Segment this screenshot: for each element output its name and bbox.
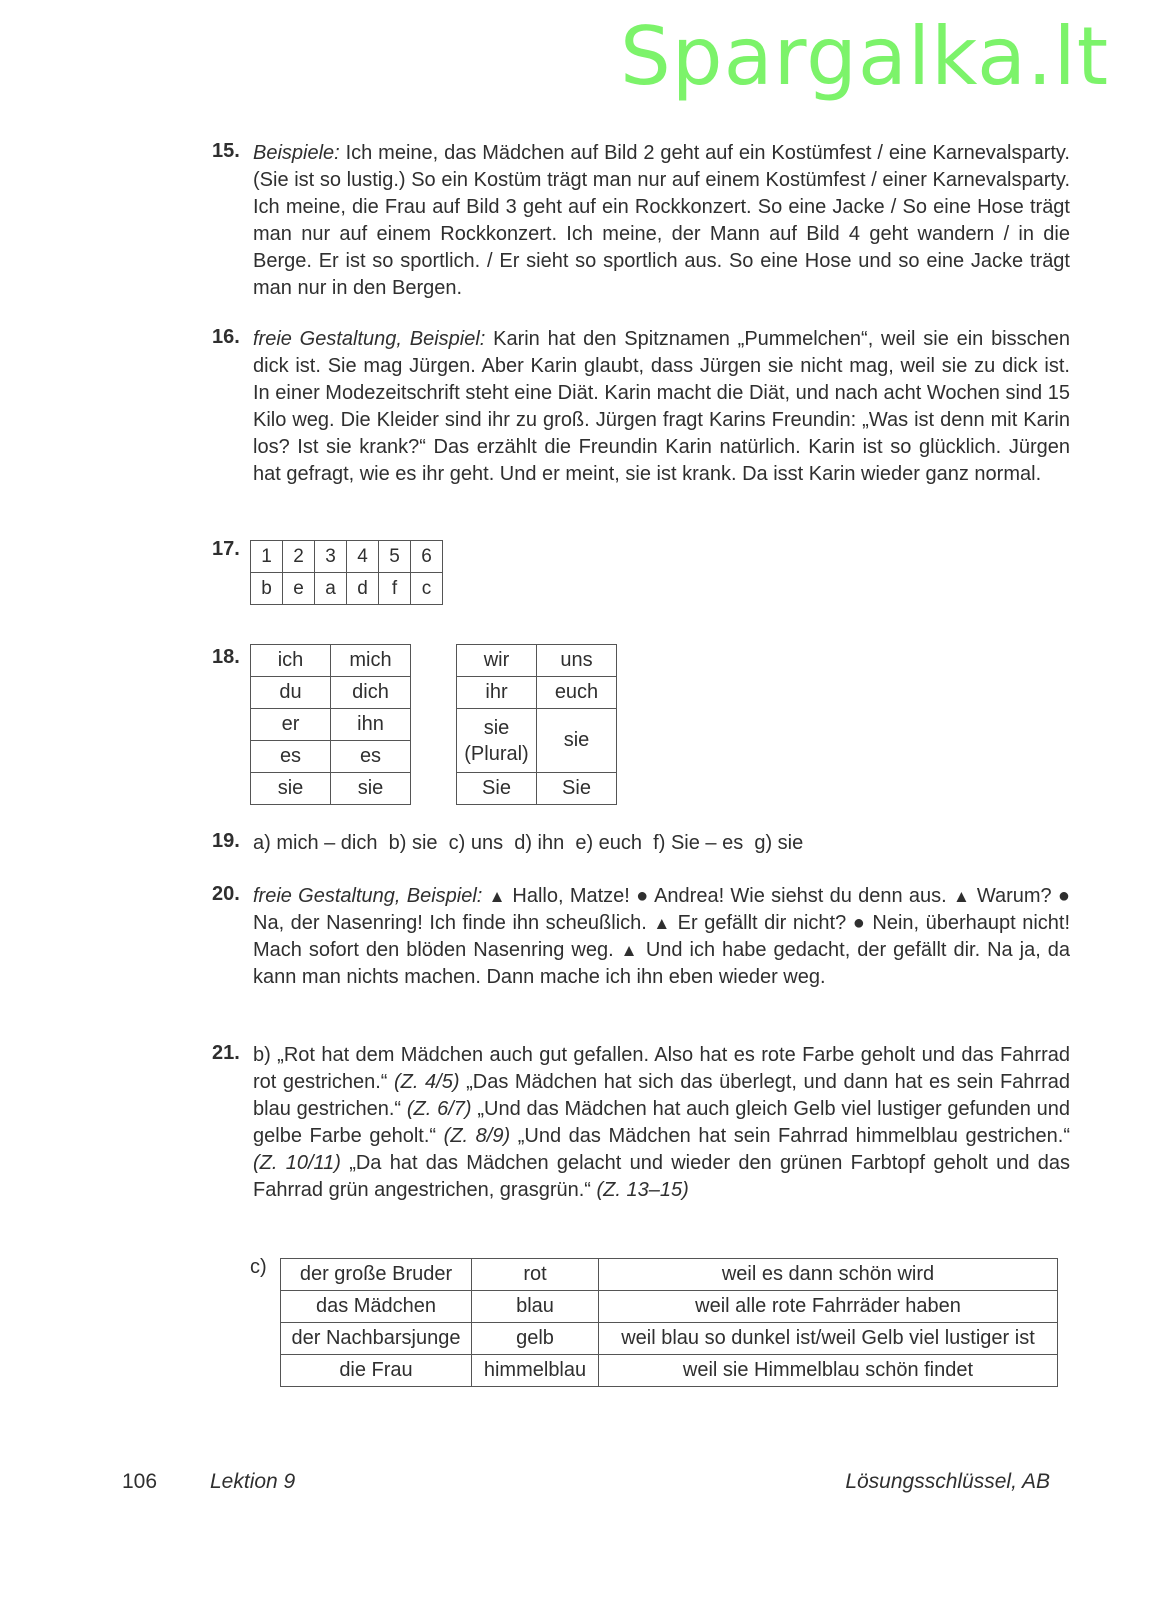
table-cell: uns — [537, 645, 617, 677]
cell-line: sie — [483, 716, 510, 739]
dialog-line: Hallo, Matze! — [506, 885, 637, 907]
table-cell: c — [411, 573, 443, 605]
line-reference: (Z. 10/11) — [253, 1152, 341, 1174]
table-cell: weil es dann schön wird — [599, 1259, 1058, 1291]
table-cell: sie — [331, 773, 411, 805]
table-cell — [457, 709, 537, 773]
color-reason-table — [280, 1258, 1058, 1387]
table-row — [251, 773, 411, 805]
table-cell: du — [251, 677, 331, 709]
table-row — [281, 1355, 1058, 1387]
circle-icon: ● — [636, 885, 649, 907]
exercise-text: a) mich – dich b) sie c) uns d) ihn e) euch f) Sie – es g) sie — [253, 832, 804, 854]
table-cell: Sie — [457, 773, 537, 805]
exercise-number: 19. — [212, 830, 240, 852]
exercise-text: Karin hat den Spitznamen „Pummelchen“, weil sie ein bisschen dick ist. Sie mag Jürgen. Aber Karin glaubt, dass Jürgen sie nicht mag, weil sie zu dick ist. In einer Modezeitschrift steht eine Diät. Karin macht die Diät, und nach acht Wochen sind 15 Kilo weg. Die Kleider sind ihr zu groß. Jürgen fragt Karins Freundin: „Was ist denn mit Karin los? Ist sie krank?“ Das erzählt die Freundin Karin natürlich. Karin ist so glücklich. Jürgen hat gefragt, wie es ihr geht. Und er meint, sie ist krank. Da isst Karin wieder ganz normal. — [253, 328, 1071, 485]
table-cell: sie — [537, 709, 617, 773]
table-cell: die Frau — [281, 1355, 472, 1387]
table-cell: b — [251, 573, 283, 605]
quote: „Das Mädchen hat sich das überlegt, und dann hat es sein Fahrrad blau gestrichen.“ — [253, 1071, 1070, 1120]
dialog-line: Er gefällt dir nicht? — [671, 912, 853, 934]
exercise-20 — [212, 883, 1070, 991]
exercise-number: 15. — [212, 140, 240, 162]
line-reference: (Z. 13–15) — [596, 1179, 689, 1201]
table-cell: 6 — [411, 541, 443, 573]
table-cell: weil sie Himmelblau schön findet — [599, 1355, 1058, 1387]
exercise-number: 17. — [212, 538, 240, 560]
table-cell: es — [331, 741, 411, 773]
table-cell: dich — [331, 677, 411, 709]
matching-table — [250, 540, 443, 605]
table-cell: euch — [537, 677, 617, 709]
table-row — [281, 1259, 1058, 1291]
exercise-lead: freie Gestaltung, Beispiel: — [253, 885, 483, 907]
line-reference: (Z. 4/5) — [394, 1071, 460, 1093]
table-cell: der große Bruder — [281, 1259, 472, 1291]
circle-icon: ● — [1057, 885, 1071, 907]
table-cell: wir — [457, 645, 537, 677]
dialog-line: Andrea! Wie siehst du denn aus. — [648, 885, 953, 907]
quote: „Da hat das Mädchen gelacht und wieder den grünen Farbtopf geholt und das Fahrrad grün angestrichen, grasgrün.“ — [253, 1152, 1070, 1201]
exercise-lead: freie Gestaltung, Beispiel: — [253, 328, 486, 350]
triangle-icon: ▲ — [653, 914, 672, 933]
table-cell: weil blau so dunkel ist/weil Gelb viel lustiger ist — [599, 1323, 1058, 1355]
table-cell: himmelblau — [472, 1355, 599, 1387]
exercise-16 — [212, 326, 1070, 488]
table-cell: ihn — [331, 709, 411, 741]
exercise-21 — [212, 1042, 1070, 1204]
exercise-number: 20. — [212, 883, 240, 905]
table-row — [251, 645, 411, 677]
table-cell: a — [315, 573, 347, 605]
line-reference: (Z. 8/9) — [443, 1125, 511, 1147]
exercise-19 — [212, 830, 1070, 857]
cell-line: (Plural) — [464, 742, 529, 765]
exercise-number: 21. — [212, 1042, 240, 1064]
dialog-line: Warum? — [970, 885, 1058, 907]
table-row — [251, 573, 443, 605]
table-cell: d — [347, 573, 379, 605]
table-cell: rot — [472, 1259, 599, 1291]
table-row — [251, 709, 411, 741]
triangle-icon: ▲ — [488, 887, 507, 906]
table-cell: gelb — [472, 1323, 599, 1355]
table-cell: 5 — [379, 541, 411, 573]
table-cell: 4 — [347, 541, 379, 573]
table-row — [251, 541, 443, 573]
pronoun-table-plural — [456, 644, 617, 805]
table-cell: f — [379, 573, 411, 605]
page-number: 106 — [122, 1470, 158, 1493]
table-row — [281, 1323, 1058, 1355]
quote: „Und das Mädchen hat sein Fahrrad himmelblau gestrichen.“ — [510, 1125, 1070, 1147]
table-row — [251, 741, 411, 773]
table-row — [457, 677, 617, 709]
table-cell: sie — [251, 773, 331, 805]
table-row — [457, 645, 617, 677]
table-cell: ihr — [457, 677, 537, 709]
watermark: Spargalka.lt — [620, 10, 1110, 103]
exercise-number: 16. — [212, 326, 240, 348]
table-row — [281, 1291, 1058, 1323]
circle-icon: ● — [852, 912, 866, 934]
table-row — [251, 677, 411, 709]
lesson-label: Lektion 9 — [210, 1470, 296, 1493]
table-row — [457, 709, 617, 773]
table-cell: der Nachbarsjunge — [281, 1323, 472, 1355]
dialog-line: Nein, überhaupt nicht! Mach sofort den blöden Nasenring weg. — [253, 912, 1071, 961]
table-cell: es — [251, 741, 331, 773]
table-cell: Sie — [537, 773, 617, 805]
quote: b) „Rot hat dem Mädchen auch gut gefallen. Also hat es rote Farbe geholt und das Fahrrad rot gestrichen.“ — [253, 1044, 1070, 1093]
table-cell: mich — [331, 645, 411, 677]
triangle-icon: ▲ — [953, 887, 971, 906]
table-cell: er — [251, 709, 331, 741]
table-cell: 2 — [283, 541, 315, 573]
exercise-15 — [212, 140, 1070, 302]
book-section-title: Lösungsschlüssel, AB — [845, 1470, 1050, 1493]
exercise-number: 18. — [212, 646, 240, 668]
dialog-line: Na, der Nasenring! Ich finde ihn scheußlich. — [253, 912, 654, 934]
table-cell: das Mädchen — [281, 1291, 472, 1323]
dialog-line: Und ich habe gedacht, der gefällt dir. Na ja, da kann man nichts machen. Dann mache ich ihn eben wieder weg. — [253, 939, 1070, 988]
quote: „Und das Mädchen hat auch gleich Gelb viel lustiger gefunden und gelbe Farbe geholt.“ — [253, 1098, 1071, 1147]
pronoun-table-singular — [250, 644, 411, 805]
table-cell: 3 — [315, 541, 347, 573]
table-row — [457, 773, 617, 805]
triangle-icon: ▲ — [620, 941, 639, 960]
exercise-text: Ich meine, das Mädchen auf Bild 2 geht auf ein Kostümfest / eine Karnevalsparty. (Sie ist so lustig.) So ein Kostüm trägt man nur auf einem Kostümfest / einer Karnevalsparty. Ich meine, die Frau auf Bild 3 geht auf ein Rockkonzert. So eine Jacke / So eine Hose trägt man nur auf einem Rockkonzert. Ich meine, der Mann auf Bild 4 geht wandern / in die Berge. Er ist so sportlich. / Er sieht so sportlich aus. So eine Hose und so eine Jacke trägt man nur in den Bergen. — [253, 142, 1070, 299]
table-cell: weil alle rote Fahrräder haben — [599, 1291, 1058, 1323]
table-cell: blau — [472, 1291, 599, 1323]
part-c-label: c) — [250, 1256, 267, 1278]
line-reference: (Z. 6/7) — [406, 1098, 472, 1120]
exercise-lead: Beispiele: — [253, 142, 340, 164]
table-cell: ich — [251, 645, 331, 677]
table-cell: 1 — [251, 541, 283, 573]
table-cell: e — [283, 573, 315, 605]
